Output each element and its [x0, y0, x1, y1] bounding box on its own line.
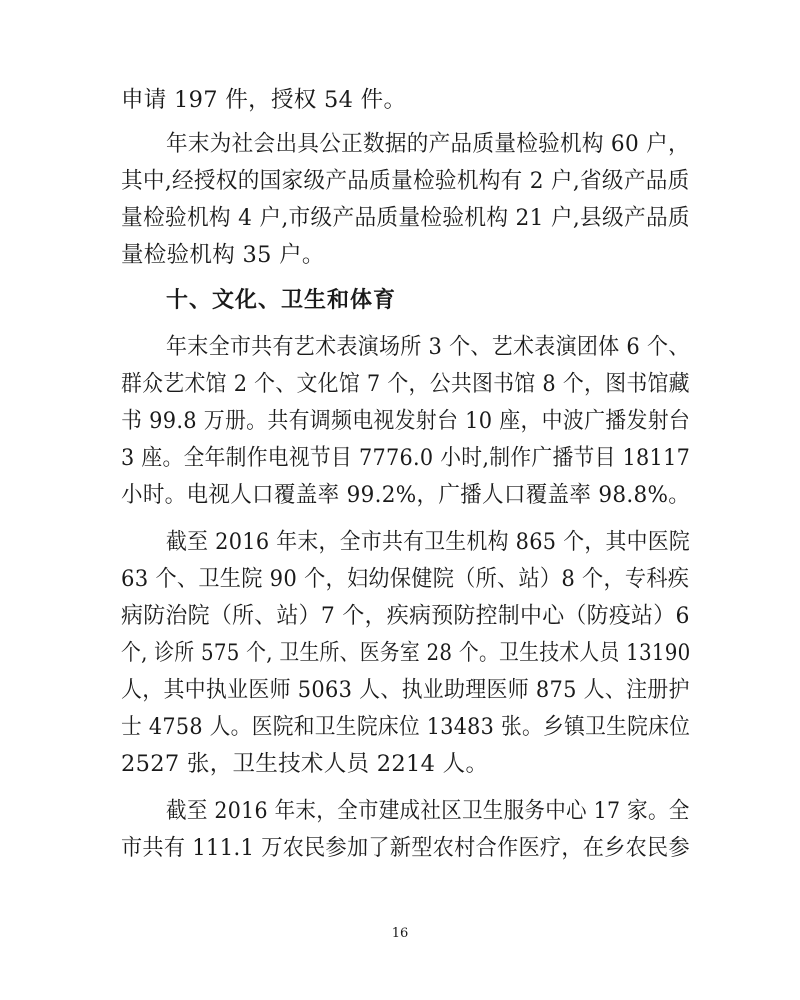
text-line: 士 4758 人。医院和卫生院床位 13483 张。乡镇卫生院床位 — [121, 714, 691, 740]
text-line: 量检验机构 35 户。 — [121, 242, 325, 268]
text-line: 人，其中执业医师 5063 人、执业助理医师 875 人、注册护 — [121, 677, 690, 703]
text-line: 小时。电视人口覆盖率 99.2%，广播人口覆盖率 98.8%。 — [121, 482, 691, 508]
section-heading: 十、文化、卫生和体育 — [166, 288, 397, 313]
page-number: 16 — [391, 926, 409, 941]
text-line: 年末为社会出具公正数据的产品质量检验机构 60 户， — [166, 131, 690, 157]
text-line: 截至 2016 年末，全市共有卫生机构 865 个，其中医院 — [166, 529, 691, 555]
text-line: 截至 2016 年末，全市建成社区卫生服务中心 17 家。全 — [166, 798, 690, 824]
text-line: 群众艺术馆 2 个、文化馆 7 个，公共图书馆 8 个，图书馆藏 — [121, 371, 690, 397]
text-line: 量检验机构 4 户,市级产品质量检验机构 21 户,县级产品质 — [121, 205, 690, 231]
text-line: 个, 诊所 575 个, 卫生所、医务室 28 个。卫生技术人员 13190 — [121, 640, 691, 666]
text-line: 其中,经授权的国家级产品质量检验机构有 2 户,省级产品质 — [121, 168, 690, 194]
text-line: 病防治院（所、站）7 个，疾病预防控制中心（防疫站）6 — [121, 603, 690, 629]
text-line: 书 99.8 万册。共有调频电视发射台 10 座，中波广播发射台 — [121, 408, 691, 434]
text-line: 2527 张，卫生技术人员 2214 人。 — [121, 751, 489, 777]
text-line: 3 座。全年制作电视节目 7776.0 小时,制作广播节目 18117 — [121, 445, 691, 471]
text-line: 申请 197 件，授权 54 件。 — [121, 87, 407, 113]
text-line: 年末全市共有艺术表演场所 3 个、艺术表演团体 6 个、 — [166, 334, 690, 360]
text-line: 63 个、卫生院 90 个，妇幼保健院（所、站）8 个，专科疾 — [121, 566, 690, 592]
text-line: 市共有 111.1 万农民参加了新型农村合作医疗，在乡农民参 — [121, 835, 690, 861]
